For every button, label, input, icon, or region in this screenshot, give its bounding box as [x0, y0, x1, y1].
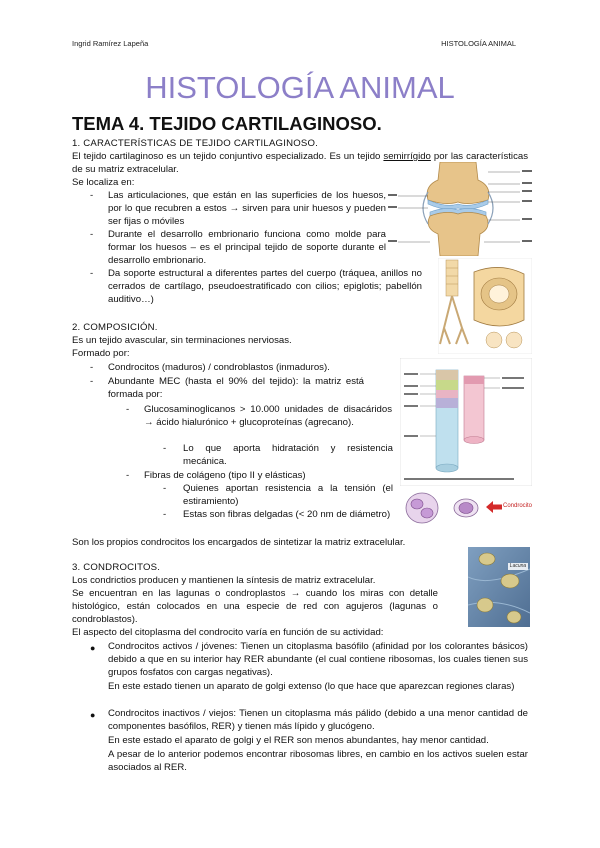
bullet-icon: ● [90, 710, 96, 720]
s2-fibras-text: Fibras de colágeno (tipo II y elásticas) [144, 470, 306, 481]
s1-item-2-text: Durante el desarrollo embrionario funciona como molde para formar los huesos – es el principal tejido de soporte durante el desarrollo embrionario. [108, 229, 386, 266]
s1-intro-b: por las características de su matriz extracelular. [72, 151, 528, 175]
s1-item-1-text: Las articulaciones, que están en las superficies de los huesos, por lo que recubren a estos → sirven para unir huesos y pueden ser fijas o móviles [108, 190, 386, 227]
s2-outro: Son los propios condrocitos los encargados de sintetizar la matriz extracelular. [72, 537, 406, 548]
chondrocyte-cells-figure [404, 492, 488, 526]
arrow-left-icon [486, 500, 502, 514]
dash-icon: - [90, 190, 94, 201]
trachea-diagram-figure [438, 258, 532, 354]
header-subject: HISTOLOGÍA ANIMAL [441, 39, 516, 48]
dash-icon: - [90, 268, 94, 279]
dash-icon: - [163, 509, 167, 520]
section-title: TEMA 4. TEJIDO CARTILAGINOSO. [72, 113, 382, 134]
bullet-icon: ● [90, 643, 96, 653]
s3-bullet-2: Condrocitos inactivos / viejos: Tienen un citoplasma más pálido (debido a una menor cantidad de componentes basófilos, RER) y tienen más lípido y glucógeno. [108, 708, 528, 732]
s3-heading: 3. CONDROCITOS. [72, 562, 161, 573]
s3-bullet-1b: En este estado tienen un aparato de golgi extenso (lo que hace que aparezcan regiones claras) [108, 681, 515, 692]
dash-icon: - [90, 362, 94, 373]
s1-item-3-text: Da soporte estructural a diferentes partes del cuerpo (tráquea, anillos no cerrados de cartílago, pseudoestratificado con cilios; epiglotis; pabellón auditivo…) [108, 268, 422, 305]
header-author: Ingrid Ramírez Lapeña [72, 39, 149, 48]
s2-gluco-sub-text: Lo que aporta hidratación y resistencia mecánica. [183, 443, 393, 467]
dash-icon: - [126, 470, 130, 481]
s1-intro-underlined: semirrígido [383, 151, 431, 162]
s3-bullet-1: Condrocitos activos / jóvenes: Tienen un citoplasma basófilo (afinidad por los colorantes básicos) debido a que en su interior hay RER abundante (el cual contiene ribosomas, los cuales tienen sus grupos fosfatos con cargas negativas). [108, 641, 528, 678]
joint-diagram-figure [388, 162, 533, 256]
dash-icon: - [126, 404, 130, 415]
s2-fibras-sub2-text: Estas son fibras delgadas (< 20 nm de diámetro) [183, 509, 391, 520]
dash-icon: - [163, 443, 167, 454]
s2-fibras-sub1-text: Quienes aportan resistencia a la tensión (el estiramiento) [183, 483, 393, 507]
s3-bullet-2b: En este estado el aparato de golgi y el RER son menos abundantes, hay menor cantidad. [108, 735, 489, 746]
dash-icon: - [163, 483, 167, 494]
s2-intro: Es un tejido avascular, sin terminaciones nerviosas. [72, 335, 292, 346]
s3-p1: Los condrictios producen y mantienen la síntesis de matriz extracelular. [72, 575, 376, 586]
s2-formado: Formado por: [72, 348, 130, 359]
s2-heading: 2. COMPOSICIÓN. [72, 322, 158, 333]
s3-p2: Se encuentran en las lagunas o condroplastos → cuando los miras con detalle histológico, están colocados en una especie de red con agujeros (lagunas o condroblastos). [72, 588, 438, 625]
micrograph-label: Lacuna [509, 563, 527, 569]
page-title: HISTOLOGÍA ANIMAL [145, 70, 455, 105]
s2-gluco-text: Glucosaminoglicanos > 10.000 unidades de disacáridos → ácido hialurónico + glucoproteínas (agrecano). [144, 404, 392, 428]
chondrocyte-micrograph-figure [468, 547, 530, 627]
dash-icon: - [90, 229, 94, 240]
s1-intro-a: El tejido cartilaginoso es un tejido conjuntivo especializado. Es un tejido [72, 151, 384, 162]
s2-item-2-text: Abundante MEC (hasta el 90% del tejido): la matriz está formada por: [108, 376, 364, 400]
s1-localiza: Se localiza en: [72, 177, 135, 188]
dash-icon: - [90, 376, 94, 387]
s3-p3: El aspecto del citoplasma del condrocito varía en función de su actividad: [72, 627, 384, 638]
chondrocyte-label: Condrocito [503, 503, 533, 509]
s1-heading: 1. CARACTERÍSTICAS DE TEJIDO CARTILAGINOSO. [72, 138, 319, 149]
s3-bullet-2c: A pesar de lo anterior podemos encontrar ribosomas libres, en cambio en los activos suelen estar asociados al RER. [108, 749, 528, 773]
s2-item-1-text: Condrocitos (maduros) / condroblastos (inmaduros). [108, 362, 330, 373]
matrix-composition-figure [400, 358, 532, 486]
